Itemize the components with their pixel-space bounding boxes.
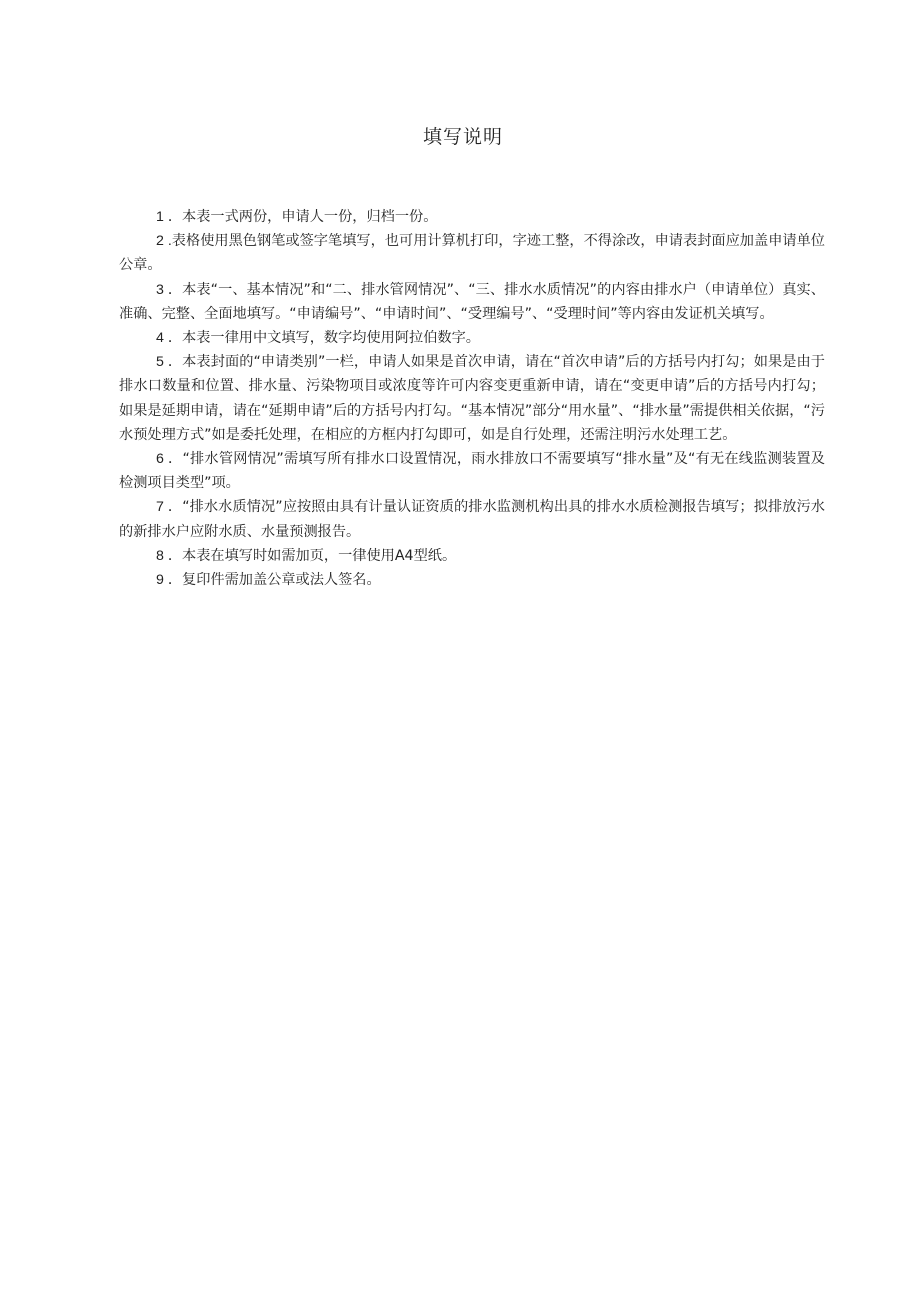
instruction-item-3 <box>119 278 825 326</box>
item-number: 4 ． <box>156 330 183 347</box>
item-text: 本表在填写时如需加页，一律使用A4型纸。 <box>182 547 457 564</box>
item-text: 本表一式两份，申请人一份，归档一份。 <box>182 209 438 225</box>
instruction-item-9 <box>119 568 825 592</box>
item-text: “排水管网情况”需填写所有排水口设置情况，雨水排放口不需要填写“排水量”及“有无在线监测装置及检测项目类型”项。 <box>119 451 825 492</box>
instruction-list <box>119 205 825 592</box>
item-text: 表格使用黑色钢笔或签字笔填写，也可用计算机打印，字迹工整，不得涂改，申请表封面应加盖申请单位公章。 <box>119 233 825 274</box>
instruction-item-1 <box>119 205 825 229</box>
item-number: 2 . <box>156 233 172 250</box>
instruction-item-7 <box>119 495 825 543</box>
item-number: 1 ． <box>156 209 183 225</box>
item-number: 6 ． <box>156 451 183 468</box>
instruction-item-6 <box>119 447 825 495</box>
instruction-item-5 <box>119 350 825 447</box>
instruction-item-4 <box>119 326 825 350</box>
item-number: 7 ． <box>156 499 183 516</box>
item-text: 复印件需加盖公章或法人签名。 <box>182 572 381 589</box>
instruction-item-8 <box>119 544 825 568</box>
item-text: 本表“一、基本情况”和“二、排水管网情况”、“三、排水水质情况”的内容由排水户（申请单位）真实、准确、完整、全面地填写。“申请编号”、“申请时间”、“受理编号”、“受理时间”等内容由发证机关填写。 <box>119 281 825 322</box>
item-number: 8 ． <box>156 547 183 564</box>
item-number: 9 ． <box>156 572 183 589</box>
item-text: “排水水质情况”应按照由具有计量认证资质的排水监测机构出具的排水水质检测报告填写；拟排放污水的新排水户应附水质、水量预测报告。 <box>119 499 825 540</box>
item-number: 3 ． <box>156 281 183 298</box>
item-number: 5 ． <box>156 354 183 371</box>
item-text: 本表一律用中文填写，数字均使用阿拉伯数字。 <box>182 330 480 347</box>
instruction-item-2 <box>119 229 825 277</box>
page-title: 填写说明 <box>422 126 503 148</box>
item-text: 本表封面的“申请类别”一栏，申请人如果是首次申请，请在“首次申请”后的方括号内打勾；如果是由于排水口数量和位置、排水量、污染物项目或浓度等许可内容变更重新申请，请在“变更申请”后的方括号内打勾；如果是延期申请，请在“延期申请”后的方括号内打勾。“基本情况”部分“用水量”、“排水量”需提供相关依据，“污水预处理方式”如是委托处理，在相应的方框内打勾即可，如是自行处理，还需注明污水处理工艺。 <box>119 354 825 443</box>
